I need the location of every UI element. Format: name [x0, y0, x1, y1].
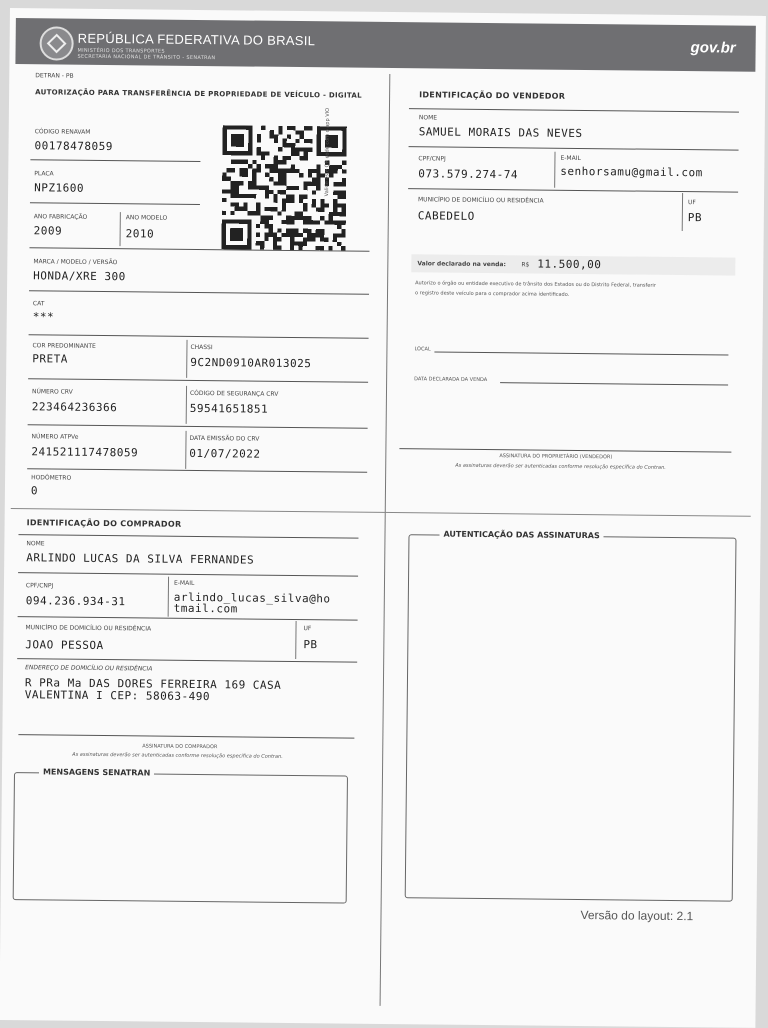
local-label: LOCAL: [414, 346, 431, 353]
header-ministry: MINISTÉRIO DOS TRANSPORTES: [77, 47, 165, 55]
seller-cpf-label: CPF/CNPJ: [418, 155, 446, 163]
header-secretariat: SECRETARIA NACIONAL DE TRÂNSITO - SENATRAN: [77, 53, 216, 62]
divider: [30, 202, 200, 205]
document-title: AUTORIZAÇÃO PARA TRANSFERÊNCIA DE PROPRIEDADE DE VEÍCULO - DIGITAL: [35, 88, 362, 100]
buyer-municipio-value: JOAO PESSOA: [25, 638, 104, 653]
buyer-nome-label: NOME: [26, 540, 45, 548]
buyer-endereco-line-1: R PRa Ma DAS DORES FERREIRA 169 CASA: [24, 676, 282, 692]
valor-declarado-box: [411, 254, 735, 275]
ano-fabricacao-label: ANO FABRICAÇÃO: [33, 213, 88, 221]
renavam-value: 00178478059: [34, 139, 113, 154]
buyer-email-value-2: tmail.com: [173, 601, 238, 616]
divider: [168, 577, 169, 617]
divider: [18, 616, 358, 621]
divider: [28, 378, 368, 383]
divider: [409, 146, 739, 150]
divider: [18, 572, 358, 577]
buyer-uf-value: PB: [303, 638, 318, 652]
ano-modelo-value: 2010: [125, 227, 155, 241]
divider: [408, 188, 738, 192]
detran-label: DETRAN - PB: [35, 72, 74, 80]
divider: [27, 468, 367, 473]
qr-caption: Valide este QR code com o app VIO: [324, 107, 331, 197]
emissao-label: DATA EMISSÃO DO CRV: [189, 434, 260, 443]
seller-signature-note: As assinaturas deverão ser autenticadas conforme resolução específica do Contran.: [455, 462, 666, 471]
ano-modelo-label: ANO MODELO: [125, 214, 168, 222]
govbr-logo: gov.br: [690, 39, 736, 57]
divider: [295, 621, 296, 659]
buyer-signature-line[interactable]: [18, 734, 354, 739]
document-page: [0, 8, 766, 1028]
data-venda-field[interactable]: [500, 382, 728, 385]
seller-email-value: senhorsamu@gmail.com: [560, 164, 703, 180]
seller-section-title: IDENTIFICAÇÃO DO VENDEDOR: [419, 90, 566, 101]
buyer-uf-label: UF: [303, 625, 312, 633]
seller-signature-label: ASSINATURA DO PROPRIETÁRIO (VENDEDOR): [499, 453, 613, 461]
divider: [409, 108, 739, 112]
header-title: REPÚBLICA FEDERATIVA DO BRASIL: [77, 30, 316, 49]
chassi-value: 9C2ND0910AR013025: [190, 355, 312, 371]
cor-label: COR PREDOMINANTE: [32, 342, 96, 350]
emissao-value: 01/07/2022: [189, 446, 261, 461]
crv-label: NÚMERO CRV: [31, 388, 73, 396]
autenticacao-title: AUTENTICAÇÃO DAS ASSINATURAS: [439, 530, 603, 541]
buyer-email-value-1: arlindo_lucas_silva@ho: [173, 590, 331, 606]
autorizo-line-2: o registro deste veículo para o comprador acima identificado.: [415, 290, 570, 298]
divider: [29, 334, 369, 339]
divider: [28, 424, 368, 429]
coat-of-arms-icon: [39, 26, 73, 60]
valor-value: 11.500,00: [537, 257, 602, 272]
renavam-label: CÓDIGO RENAVAM: [34, 128, 91, 136]
seller-uf-value: PB: [687, 211, 703, 225]
center-divider: [380, 74, 391, 1006]
buyer-cpf-value: 094.236.934-31: [25, 594, 126, 609]
placa-label: PLACA: [34, 170, 54, 178]
buyer-endereco-line-2: VALENTINA I CEP: 58063-490: [24, 688, 211, 704]
local-field[interactable]: [434, 351, 728, 355]
atpve-label: NÚMERO ATPVe: [31, 433, 79, 441]
divider: [18, 534, 358, 539]
divider: [186, 340, 187, 378]
middle-divider: [11, 508, 751, 517]
seller-municipio-label: MUNICÍPIO DE DOMICÍLIO OU RESIDÊNCIA: [417, 196, 544, 205]
marca-label: MARCA / MODELO / VERSÃO: [33, 258, 118, 267]
chassi-label: CHASSI: [190, 343, 213, 352]
valor-label: Valor declarado na venda:: [417, 260, 506, 269]
divider: [554, 152, 555, 188]
buyer-endereco-label: ENDEREÇO DE DOMICÍLIO OU RESIDÊNCIA: [25, 664, 153, 673]
seguranca-label: CÓDIGO DE SEGURANÇA CRV: [189, 389, 279, 398]
buyer-nome-value: ARLINDO LUCAS DA SILVA FERNANDES: [26, 551, 255, 567]
divider: [17, 658, 357, 663]
layout-version: Versão do layout: 2.1: [580, 908, 694, 924]
buyer-signature-label: ASSINATURA DO COMPRADOR: [142, 743, 218, 751]
placa-value: NPZ1600: [34, 181, 85, 195]
cor-value: PRETA: [32, 352, 69, 366]
seller-cpf-value: 073.579.274-74: [418, 167, 519, 182]
gov-header: [15, 18, 755, 72]
ano-fabricacao-value: 2009: [33, 224, 63, 238]
divider: [29, 290, 369, 295]
autorizo-line-1: Autorizo o órgão ou entidade executivo de trânsito dos Estados ou do Distrito Federal, transferir: [415, 280, 656, 289]
atpve-value: 241521117478059: [31, 445, 139, 460]
seller-uf-label: UF: [687, 199, 696, 207]
seller-nome-value: SAMUEL MORAIS DAS NEVES: [418, 125, 583, 141]
buyer-email-label: E-MAIL: [173, 579, 195, 587]
autenticacao-box: [405, 529, 737, 901]
buyer-signature-note: As assinaturas deverão ser autenticadas conforme resolução específica do Contran.: [72, 751, 283, 760]
seller-signature-line[interactable]: [399, 448, 731, 452]
mensagens-senatran-title: MENSAGENS SENATRAN: [39, 767, 154, 777]
divider: [186, 386, 187, 424]
divider: [30, 159, 200, 162]
seller-nome-label: NOME: [418, 114, 438, 122]
marca-value: HONDA/XRE 300: [33, 269, 126, 284]
hodometro-label: HODÔMETRO: [31, 474, 72, 482]
buyer-section-title: IDENTIFICAÇÃO DO COMPRADOR: [26, 518, 182, 529]
divider: [185, 431, 186, 469]
hodometro-value: 0: [30, 484, 39, 498]
buyer-municipio-label: MUNICÍPIO DE DOMICÍLIO OU RESIDÊNCIA: [25, 624, 152, 633]
seller-email-label: E-MAIL: [560, 154, 581, 162]
valor-currency: R$: [521, 261, 530, 269]
mensagens-senatran-box: [13, 767, 348, 903]
crv-value: 223464236366: [31, 400, 118, 415]
seguranca-value: 59541651851: [189, 401, 269, 416]
cat-label: CAT: [32, 300, 45, 308]
divider: [120, 212, 121, 246]
divider: [682, 193, 683, 231]
data-venda-label: DATA DECLARADA DA VENDA: [414, 376, 488, 384]
seller-municipio-value: CABEDELO: [417, 209, 475, 223]
buyer-cpf-label: CPF/CNPJ: [25, 582, 54, 590]
cat-value: ***: [32, 310, 55, 324]
